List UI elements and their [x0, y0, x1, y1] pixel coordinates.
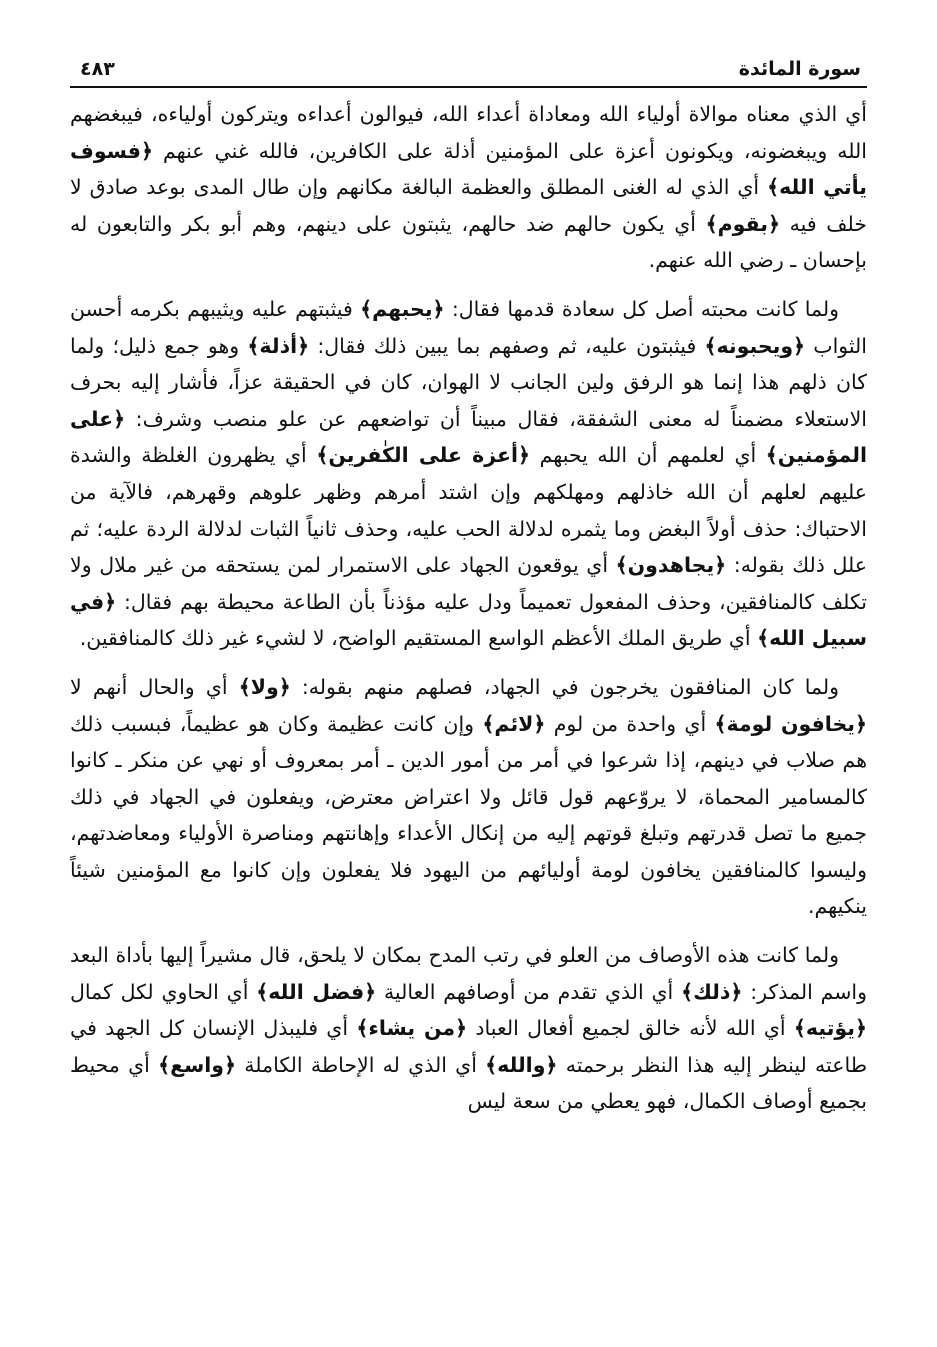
text-run: أي الذي له الإحاطة الكاملة [236, 1052, 486, 1077]
quran-quote: ﴿ويحبونه﴾ [704, 333, 806, 358]
quran-quote: ﴿يحبهم﴾ [360, 296, 445, 321]
page-number: ٤٨٣ [80, 58, 115, 80]
quran-quote: ﴿ولا﴾ [238, 674, 291, 699]
quran-quote: ﴿أذلة﴾ [247, 333, 310, 358]
text-run: ولما كانت محبته أصل كل سعادة قدمها فقال: [444, 296, 839, 321]
quran-quote: ﴿واسع﴾ [158, 1052, 237, 1077]
text-run: أي يوقعون الجهاد على الاستمرار لمن يستحقه من غير ملال ولا تكلف كالمنافقين، وحذف المفعول تعميماً ودل عليه مؤذناً بأن الطاعة محيطة بهم فقال: [70, 553, 867, 614]
quran-quote: ﴿لائم﴾ [482, 711, 546, 736]
book-page [70, 40, 867, 1347]
text-run: أي لعلمهم أن الله يحبهم [530, 443, 766, 468]
paragraph [70, 291, 867, 657]
text-run: وإن كانت عظيمة وكان هو عظيماً، فبسبب ذلك هم صلاب في دينهم، إذا شرعوا في أمر من أمور الدين ـ أمر بمعروف أو نهي عن منكر ـ كانوا كالمسامير المحماة، لا يروّعهم قول قائل ولا اعتراض معترض، ويفعلون في الجهاد في ذلك جميع ما تصل قدرتهم وتبلغ قوتهم إليه من إنكال الأعداء وإهانتهم ومناصرة الأولياء ومعاضدتهم، وليسوا كالمنافقين يخافون لومة أوليائهم من اليهود فلا يفعلون وإن كانوا مع المؤمنين شيئاً ينكيهم. [70, 711, 867, 919]
quran-quote: ﴿بقوم﴾ [705, 211, 780, 236]
text-run: أي الله لأنه خالق لجميع أفعال العباد [467, 1016, 794, 1041]
page-header [70, 40, 867, 88]
quran-quote: ﴿في سبيل الله﴾ [70, 589, 867, 651]
quran-quote: ﴿ذلك﴾ [681, 979, 743, 1004]
quran-quote: ﴿يخافون لومة﴾ [714, 711, 867, 736]
text-run: أي يكون حالهم ضد حالهم، يثبتون على دينهم، وهم أبو بكر والتابعون له بإحسان ـ رضي الله عنهم. [70, 211, 867, 273]
text-run: ولما كانت هذه الأوصاف من العلو في رتب المدح بمكان لا يلحق، قال مشيراً إليها بأداة البعد واسم المذكر: [70, 943, 867, 1004]
paragraph [70, 669, 867, 925]
text-run: وهو جمع ذليل؛ ولما كان ذلهم هذا إنما هو الرفق ولين الجانب لا الهوان، كان في الحقيقة عزاً، فأشار إليه بحرف الاستعلاء مضمناً له معنى الشفقة، فقال مبيناً أن تواضعهم عن علو منصب وشرف: [70, 333, 867, 431]
text-run: أي الحاوي لكل كمال [70, 979, 257, 1004]
paragraph [70, 96, 867, 279]
quran-quote: ﴿أعزة على الكٰفرين﴾ [316, 443, 531, 468]
text-run: أي محيط بجميع أوصاف الكمال، فهو يعطي من سعة ليس [70, 1052, 867, 1114]
text-run: أي والحال أنهم لا [70, 674, 239, 699]
quran-quote: ﴿فسوف يأتي الله﴾ [70, 138, 867, 200]
paragraph [70, 937, 867, 1120]
text-run: فيثبتهم عليه ويثيبهم بكرمه أحسن الثواب [70, 296, 867, 358]
text-run: ولما كان المنافقون يخرجون في الجهاد، فصلهم منهم بقوله: [290, 674, 839, 699]
text-run: أي الذي تقدم من أوصافهم العالية [376, 979, 682, 1004]
page-body [70, 96, 867, 1120]
text-run: أي فليبذل الإنسان كل الجهد في طاعته لينظر إليه هذا النظر برحمته [70, 1016, 868, 1077]
text-run: أي الذي له الغنى المطلق والعظمة البالغة مكانهم وإن طال المدى بوعد صادق لا خلف فيه [70, 175, 867, 236]
quran-quote: ﴿على المؤمنين﴾ [70, 406, 867, 468]
quran-quote: ﴿فضل الله﴾ [256, 979, 377, 1004]
text-run: فيثبتون عليه، ثم وصفهم بما يبين ذلك فقال: [309, 333, 705, 358]
text-run: أي الذي معناه موالاة أولياء الله ومعاداة أعداء الله، فيوالون أعداءه ويتركون أولياءه، فيبغضهم الله ويبغضونه، ويكونون أعزة على المؤمنين أذلة على الكافرين، فالله غني عنهم [70, 102, 867, 163]
text-run: أي طريق الملك الأعظم الواسع المستقيم الواضح، لا لشيء غير ذلك كالمنافقين. [79, 626, 758, 651]
surah-title: سورة المائدة [738, 58, 861, 80]
text-run: أي واحدة من لوم [545, 711, 715, 736]
quran-quote: ﴿يجاهدون﴾ [615, 553, 727, 578]
quran-quote: ﴿من يشاء﴾ [356, 1016, 468, 1041]
text-run: أي يظهرون الغلظة والشدة عليهم لعلهم أن الله خاذلهم ومهلكهم وإن اشتد أمرهم وظهر علوهم وقهرهم، فالآية من الاحتباك: حذف أولاً البغض وما يثمره لدلالة الحب عليه، وحذف ثانياً الثبات لدلالة الردة عليه؛ ثم علل ذلك بقوله: [70, 443, 868, 578]
quran-quote: ﴿والله﴾ [485, 1052, 558, 1077]
quran-quote: ﴿يؤتيه﴾ [793, 1016, 867, 1041]
